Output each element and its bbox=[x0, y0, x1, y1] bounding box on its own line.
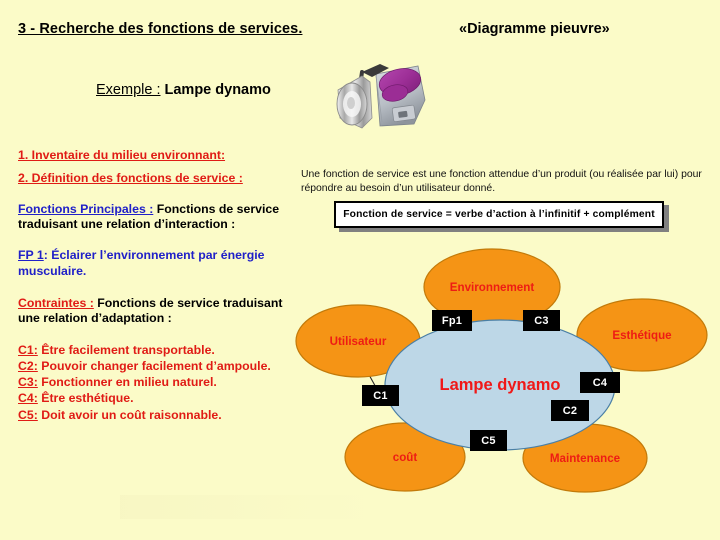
service-function-definition: Une fonction de service est une fonction attendue d’un produit (ou réalisée par lui) pour répondre au besoin d’un utilisateur donné. bbox=[301, 169, 702, 195]
formula-text: Fonction de service = verbe d’action à l’infinitif + complément bbox=[343, 209, 655, 220]
step-2-heading: 2. Définition des fonctions de service : bbox=[18, 170, 243, 185]
constraints-list bbox=[18, 342, 286, 423]
constraint-item bbox=[18, 358, 286, 374]
link-label-c5[interactable]: C5 bbox=[470, 430, 507, 451]
link-label-c1[interactable]: C1 bbox=[362, 385, 399, 406]
constraint-code: C1: bbox=[18, 342, 38, 357]
constraint-text: Être esthétique. bbox=[37, 391, 134, 406]
node-label-esthetique: Esthétique bbox=[612, 328, 672, 342]
page-title: 3 - Recherche des fonctions de services. bbox=[18, 21, 303, 37]
constraint-text: Pouvoir changer facilement d’ampoule. bbox=[37, 358, 271, 373]
constraint-code: C3: bbox=[18, 375, 38, 390]
constraint-code: C4: bbox=[18, 391, 38, 406]
node-label-cout: coût bbox=[392, 450, 418, 464]
formula-box bbox=[334, 201, 664, 228]
example-line bbox=[96, 82, 271, 98]
constraints-paragraph bbox=[18, 296, 286, 327]
constraint-code: C5: bbox=[18, 407, 38, 422]
node-label-maintenance: Maintenance bbox=[549, 451, 621, 465]
node-label-center-product: Lampe dynamo bbox=[439, 375, 561, 394]
diagram-canvas bbox=[280, 245, 720, 495]
constraint-code: C2: bbox=[18, 358, 38, 373]
link-label-c4[interactable]: C4 bbox=[580, 372, 620, 393]
example-value: Lampe dynamo bbox=[164, 82, 271, 98]
principal-functions-text: Fonctions de service traduisant une relation d’interaction : bbox=[18, 201, 280, 231]
constraints-text: Fonctions de service traduisant une relation d’adaptation : bbox=[18, 295, 283, 326]
fp1-paragraph bbox=[18, 248, 286, 279]
fp1-text: : Éclairer l’environnement par énergie musculaire. bbox=[18, 248, 265, 278]
link-label-c2[interactable]: C2 bbox=[551, 400, 589, 421]
node-label-environnement: Environnement bbox=[449, 280, 535, 294]
step-1-heading: 1. Inventaire du milieu environnant: bbox=[18, 148, 226, 162]
example-label: Exemple : bbox=[96, 82, 161, 98]
pieuvre-diagram bbox=[280, 245, 720, 495]
faint-watermark bbox=[120, 495, 380, 519]
principal-functions-paragraph bbox=[18, 202, 286, 233]
link-label-fp1[interactable]: Fp1 bbox=[432, 310, 472, 331]
constraint-item bbox=[18, 407, 286, 423]
constraint-text: Être facilement transportable. bbox=[37, 342, 215, 357]
constraint-item bbox=[18, 342, 286, 358]
constraint-item bbox=[18, 390, 286, 406]
fp1-label: FP 1 bbox=[18, 248, 44, 263]
link-label-c3[interactable]: C3 bbox=[523, 310, 560, 331]
constraint-text: Fonctionner en milieu naturel. bbox=[37, 375, 217, 390]
constraint-item bbox=[18, 374, 286, 390]
page-subtitle: «Diagramme pieuvre» bbox=[459, 21, 610, 37]
constraint-text: Doit avoir un coût raisonnable. bbox=[37, 407, 222, 422]
node-label-utilisateur: Utilisateur bbox=[329, 334, 387, 348]
left-text-column bbox=[18, 148, 286, 423]
principal-functions-label: Fonctions Principales : bbox=[18, 201, 154, 216]
lamp-dynamo-photo bbox=[332, 52, 432, 144]
constraints-label: Contraintes : bbox=[18, 295, 94, 310]
